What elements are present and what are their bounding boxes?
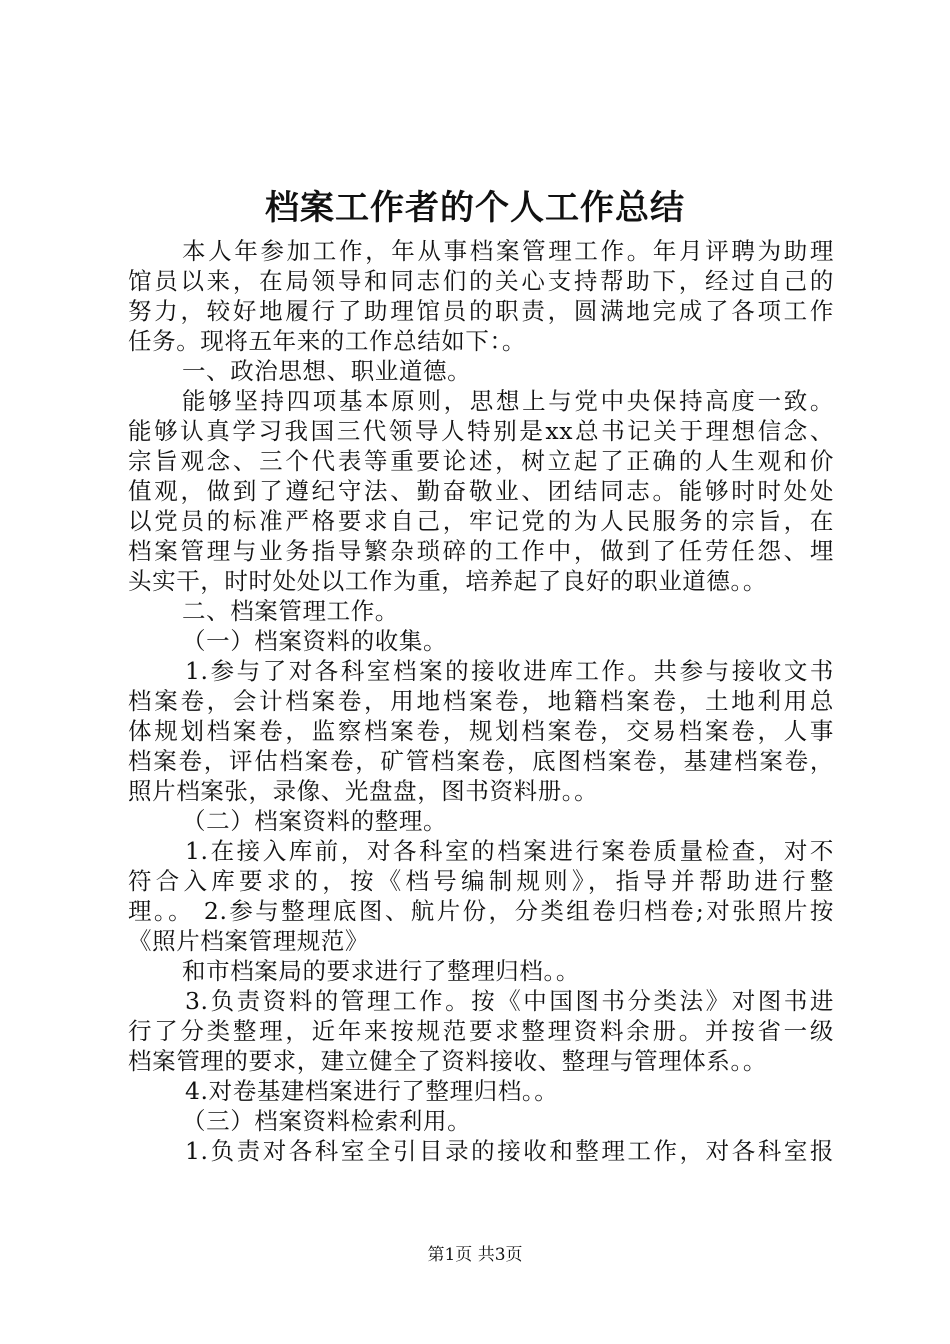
body-line: 1.参与了对各科室档案的接收进库工作。共参与接收文书: [185, 657, 834, 685]
section-heading: 一、政治思想、职业道德。: [182, 357, 472, 385]
subsection-heading: （一）档案资料的收集。: [182, 627, 448, 655]
body-line: 和市档案局的要求进行了整理归档。。: [182, 957, 580, 985]
body-line: 体规划档案卷，监察档案卷，规划档案卷，交易档案卷，人事: [128, 717, 834, 745]
body-line: 档案卷，评估档案卷，矿管档案卷，底图档案卷，基建档案卷，: [128, 747, 834, 775]
body-line: 努力，较好地履行了助理馆员的职责，圆满地完成了各项工作: [128, 297, 834, 325]
body-line: 1.负责对各科室全引目录的接收和整理工作，对各科室报: [185, 1137, 834, 1165]
body-line: 能够认真学习我国三代领导人特别是xx总书记关于理想信念、: [128, 417, 834, 445]
subsection-heading: （三）档案资料检索利用。: [182, 1107, 472, 1135]
document-body: [128, 236, 834, 1166]
body-line: 值观，做到了遵纪守法、勤奋敬业、团结同志。能够时时处处: [128, 477, 834, 505]
body-line: 3.负责资料的管理工作。按《中国图书分类法》对图书进: [185, 987, 834, 1015]
body-line: 能够坚持四项基本原则，思想上与党中央保持高度一致。: [182, 387, 834, 415]
body-line: 宗旨观念、三个代表等重要论述，树立起了正确的人生观和价: [128, 447, 834, 475]
body-line: 4.对卷基建档案进行了整理归档。。: [185, 1077, 559, 1105]
section-heading: 二、档案管理工作。: [182, 597, 399, 625]
body-line: 头实干，时时处处以工作为重，培养起了良好的职业道德。。: [128, 567, 767, 595]
document-title: 档案工作者的个人工作总结: [265, 188, 685, 228]
subsection-heading: （二）档案资料的整理。: [182, 807, 448, 835]
body-line: 以党员的标准严格要求自己，牢记党的为人民服务的宗旨，在: [128, 507, 834, 535]
page-footer: 第1页 共3页: [427, 1245, 523, 1265]
body-line: 任务。现将五年来的工作总结如下：。: [128, 327, 526, 355]
body-line: 档案管理与业务指导繁杂琐碎的工作中，做到了任劳任怨、埋: [128, 537, 834, 565]
body-line: 行了分类整理，近年来按规范要求整理资料余册。并按省一级: [128, 1017, 834, 1045]
body-line: 理。。 2.参与整理底图、航片份，分类组卷归档卷;对张照片按: [128, 897, 834, 925]
body-line: 档案管理的要求，建立健全了资料接收、整理与管理体系。。: [128, 1047, 767, 1075]
body-line: 档案卷，会计档案卷，用地档案卷，地籍档案卷，土地利用总: [128, 687, 834, 715]
body-line: 《照片档案管理规范》: [128, 927, 369, 955]
body-line: 照片档案张，录像、光盘盘，图书资料册。。: [128, 777, 599, 805]
body-line: 本人年参加工作，年从事档案管理工作。年月评聘为助理: [182, 237, 834, 265]
body-line: 符合入库要求的，按《档号编制规则》，指导并帮助进行整: [128, 867, 834, 895]
body-line: 馆员以来，在局领导和同志们的关心支持帮助下，经过自己的: [128, 267, 834, 295]
body-line: 1.在接入库前，对各科室的档案进行案卷质量检查，对不: [185, 837, 834, 865]
